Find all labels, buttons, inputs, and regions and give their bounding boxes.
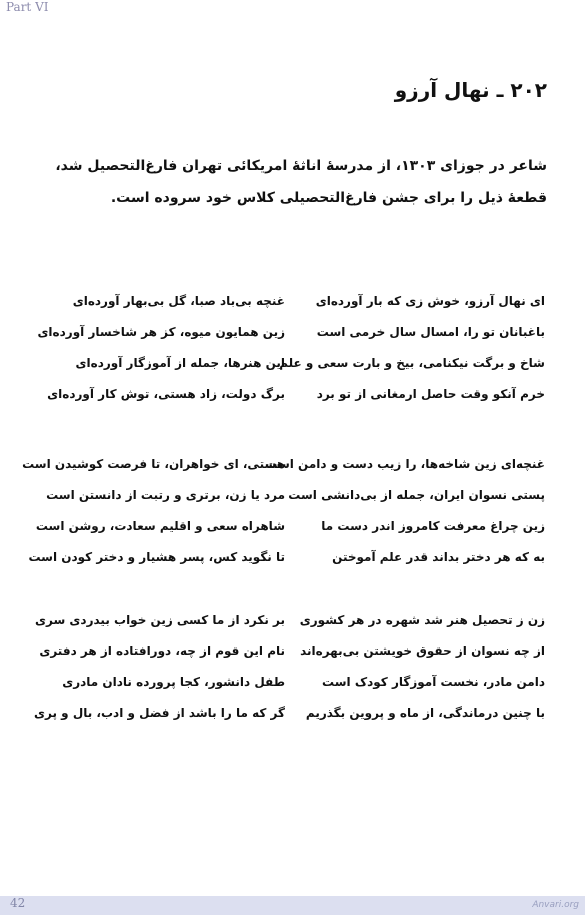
verse-line: زن ز تحصیل هنر شد شهره در هر کشوری: [299, 613, 545, 627]
poem-title: ۲۰۲ ـ نهال آرزو: [394, 78, 547, 102]
verse-line: خرم آنکو وقت حاصل ارمغانی از تو برد: [316, 387, 545, 401]
verse-line: زین همایون میوه، کز هر شاخسار آورده‌ای: [37, 325, 285, 339]
verse-line: مرد یا زن، برتری و رتبت از دانستن است: [46, 488, 285, 502]
verse-line: ای نهال آرزو، خوش زی که بار آورده‌ای: [315, 294, 545, 308]
verse-line: پستی نسوان ایران، جمله از بی‌دانشی است: [288, 488, 545, 502]
verse-line: شاخ و برگت نیکنامی، بیخ و بارت سعی و علم: [279, 356, 545, 370]
stanza-2-right-hemistichs: [265, 449, 545, 573]
stanza-3-left-hemistichs: [35, 605, 285, 729]
verse-line: به که هر دختر بداند قدر علم آموختن: [332, 550, 545, 564]
verse-line: طفل دانشور، کجا پرورده نادان مادری: [62, 675, 285, 689]
verse-line: نام این قوم از چه، دورافتاده از هر دفتری: [39, 644, 285, 658]
verse-line: تا نگوید کس، پسر هشیار و دختر کودن است: [28, 550, 285, 564]
verse-line: این هنرها، جمله از آموزگار آورده‌ای: [75, 356, 285, 370]
verse-line: دامن مادر، نخست آموزگار کودک است: [322, 675, 545, 689]
verse-line: برگ دولت، زاد هستی، توش کار آورده‌ای: [47, 387, 285, 401]
verse-line: بر نکرد از ما کسی زین خواب بیدردی سری: [34, 613, 285, 627]
page-number: 42: [10, 896, 26, 910]
site-watermark: Anvari.org: [532, 900, 579, 910]
poem-intro: شاعر در جوزای ۱۳۰۳، از مدرسهٔ اناثهٔ امریکائی تهران فارغ‌التحصیل شد، قطعهٔ ذیل را برای جشن فارغ‌التحصیلی کلاس خود سروده است.: [55, 158, 547, 206]
stanza-1-right-hemistichs: [279, 286, 545, 410]
verse-line: گر که ما را باشد از فضل و ادب، بال و پری: [34, 706, 285, 720]
verse-line: زین چراغ معرفت کامروز اندر دست ما: [321, 519, 545, 533]
verse-line: با چنین درماندگی، از ماه و پروین بگذریم: [305, 706, 545, 720]
stanza-1-left-hemistichs: [35, 286, 285, 410]
verse-line: غنچه بی‌باد صبا، گل بی‌بهار آورده‌ای: [72, 294, 285, 308]
verse-line: باغبانان تو را، امسال سال خرمی است: [316, 325, 545, 339]
verse-line: غنچه‌ای زین شاخه‌ها، را زیب دست و دامن است: [265, 457, 545, 471]
part-label: Part VI: [6, 0, 49, 14]
verse-line: هستی، ای خواهران، تا فرصت کوشیدن است: [22, 457, 285, 471]
verse-line: شاهراه سعی و اقلیم سعادت، روشن است: [35, 519, 285, 533]
stanza-3-right-hemistichs: [299, 605, 545, 729]
verse-line: از چه نسوان از حقوق خویشتن بی‌بهره‌اند: [300, 644, 545, 658]
stanza-2-left-hemistichs: [22, 449, 285, 573]
footer-bar: [0, 896, 585, 915]
